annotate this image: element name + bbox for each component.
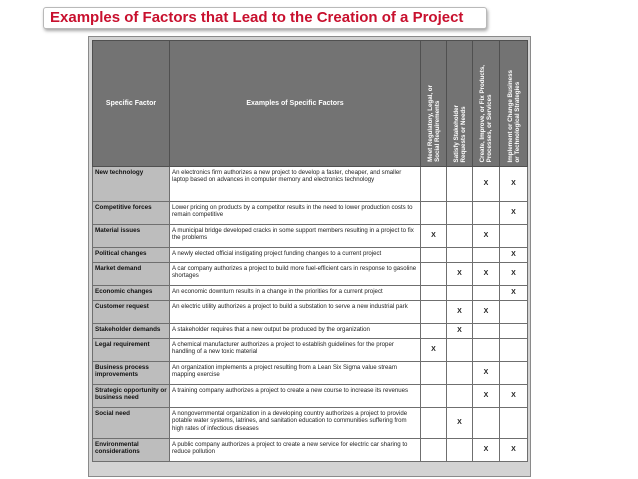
example-cell: Lower pricing on products by a competitor results in the need to lower production costs to remain competitive (170, 202, 421, 225)
mark-stakeholder (447, 339, 473, 362)
mark-strategies (500, 324, 528, 339)
mark-products: X (473, 385, 500, 408)
mark-products (473, 248, 500, 263)
mark-stakeholder (447, 248, 473, 263)
mark-strategies: X (500, 248, 528, 263)
mark-strategies: X (500, 286, 528, 301)
factor-cell: Competitive forces (93, 202, 170, 225)
table-row (93, 248, 528, 263)
mark-stakeholder (447, 385, 473, 408)
mark-regulatory (421, 301, 447, 324)
mark-products (473, 339, 500, 362)
header-stakeholder (447, 41, 473, 167)
mark-products (473, 408, 500, 439)
table-row (93, 301, 528, 324)
mark-regulatory (421, 439, 447, 462)
factor-cell: Stakeholder demands (93, 324, 170, 339)
mark-products: X (473, 439, 500, 462)
header-products (473, 41, 500, 167)
mark-regulatory (421, 362, 447, 385)
example-cell: A nongovernmental organization in a developing country authorizes a project to provide potable water systems, latrines, and sanitation education to communities suffering from high rates of infectious diseases (170, 408, 421, 439)
example-cell: An electronics firm authorizes a new project to develop a faster, cheaper, and smaller laptop based on advances in computer memory and electronics technology (170, 167, 421, 202)
example-cell: An organization implements a project resulting from a Lean Six Sigma value stream mapping exercise (170, 362, 421, 385)
table-header-row (93, 41, 528, 167)
example-cell: A stakeholder requires that a new output be produced by the organization (170, 324, 421, 339)
mark-regulatory: X (421, 339, 447, 362)
example-cell: A car company authorizes a project to build more fuel-efficient cars in response to gasoline shortages (170, 263, 421, 286)
mark-strategies: X (500, 167, 528, 202)
mark-regulatory (421, 248, 447, 263)
example-cell: A chemical manufacturer authorizes a project to establish guidelines for the proper handling of a new toxic material (170, 339, 421, 362)
table-row (93, 408, 528, 439)
table-row (93, 202, 528, 225)
example-cell: A newly elected official instigating project funding changes to a current project (170, 248, 421, 263)
mark-strategies: X (500, 202, 528, 225)
mark-products: X (473, 301, 500, 324)
mark-stakeholder: X (447, 408, 473, 439)
mark-strategies: X (500, 385, 528, 408)
factors-table-frame (88, 36, 531, 477)
mark-regulatory: X (421, 225, 447, 248)
table-row (93, 263, 528, 286)
table-row (93, 339, 528, 362)
table-row (93, 167, 528, 202)
title-bar (43, 7, 487, 29)
factors-table (92, 40, 528, 462)
mark-strategies: X (500, 263, 528, 286)
mark-strategies (500, 225, 528, 248)
mark-strategies (500, 362, 528, 385)
mark-regulatory (421, 408, 447, 439)
mark-products: X (473, 167, 500, 202)
example-cell: A municipal bridge developed cracks in some support members resulting in a project to fix the problems (170, 225, 421, 248)
header-regulatory-label: Meet Regulatory, Legal, or Social Requirements (426, 85, 441, 162)
mark-stakeholder (447, 286, 473, 301)
mark-stakeholder: X (447, 301, 473, 324)
mark-stakeholder (447, 225, 473, 248)
factor-cell: Business process improvements (93, 362, 170, 385)
factor-cell: Social need (93, 408, 170, 439)
factor-cell: Market demand (93, 263, 170, 286)
mark-regulatory (421, 202, 447, 225)
factor-cell: Environmental considerations (93, 439, 170, 462)
mark-stakeholder (447, 439, 473, 462)
header-examples: Examples of Specific Factors (170, 41, 421, 167)
table-row (93, 286, 528, 301)
table-row (93, 439, 528, 462)
header-regulatory (421, 41, 447, 167)
example-cell: A training company authorizes a project to create a new course to increase its revenues (170, 385, 421, 408)
mark-strategies: X (500, 439, 528, 462)
header-products-label: Create, Improve, or Fix Products, Processes, or Services (479, 64, 493, 162)
table-row (93, 225, 528, 248)
header-strategies (500, 41, 528, 167)
mark-stakeholder: X (447, 263, 473, 286)
factor-cell: Material issues (93, 225, 170, 248)
table-row (93, 362, 528, 385)
mark-regulatory (421, 286, 447, 301)
mark-products: X (473, 362, 500, 385)
mark-regulatory (421, 324, 447, 339)
mark-stakeholder (447, 167, 473, 202)
header-specific-factor: Specific Factor (93, 41, 170, 167)
factor-cell: New technology (93, 167, 170, 202)
mark-products: X (473, 225, 500, 248)
mark-strategies (500, 301, 528, 324)
mark-stakeholder (447, 202, 473, 225)
mark-stakeholder: X (447, 324, 473, 339)
page-title: Examples of Factors that Lead to the Creation of a Project (50, 9, 464, 26)
factor-cell: Political changes (93, 248, 170, 263)
header-stakeholder-label: Satisfy Stakeholder Requests or Needs (452, 104, 467, 162)
table-row (93, 385, 528, 408)
mark-products (473, 286, 500, 301)
mark-products: X (473, 263, 500, 286)
mark-strategies (500, 408, 528, 439)
example-cell: A public company authorizes a project to create a new service for electric car sharing to reduce pollution (170, 439, 421, 462)
table-row (93, 324, 528, 339)
mark-products (473, 202, 500, 225)
mark-stakeholder (447, 362, 473, 385)
mark-regulatory (421, 167, 447, 202)
mark-regulatory (421, 263, 447, 286)
factor-cell: Legal requirement (93, 339, 170, 362)
mark-regulatory (421, 385, 447, 408)
example-cell: An economic downturn results in a change in the priorities for a current project (170, 286, 421, 301)
header-strategies-label: Implement or Change Business or Technological Strategies (506, 69, 521, 162)
example-cell: An electric utility authorizes a project to build a substation to serve a new industrial park (170, 301, 421, 324)
mark-products (473, 324, 500, 339)
factor-cell: Strategic opportunity or business need (93, 385, 170, 408)
mark-strategies (500, 339, 528, 362)
factor-cell: Economic changes (93, 286, 170, 301)
factor-cell: Customer request (93, 301, 170, 324)
